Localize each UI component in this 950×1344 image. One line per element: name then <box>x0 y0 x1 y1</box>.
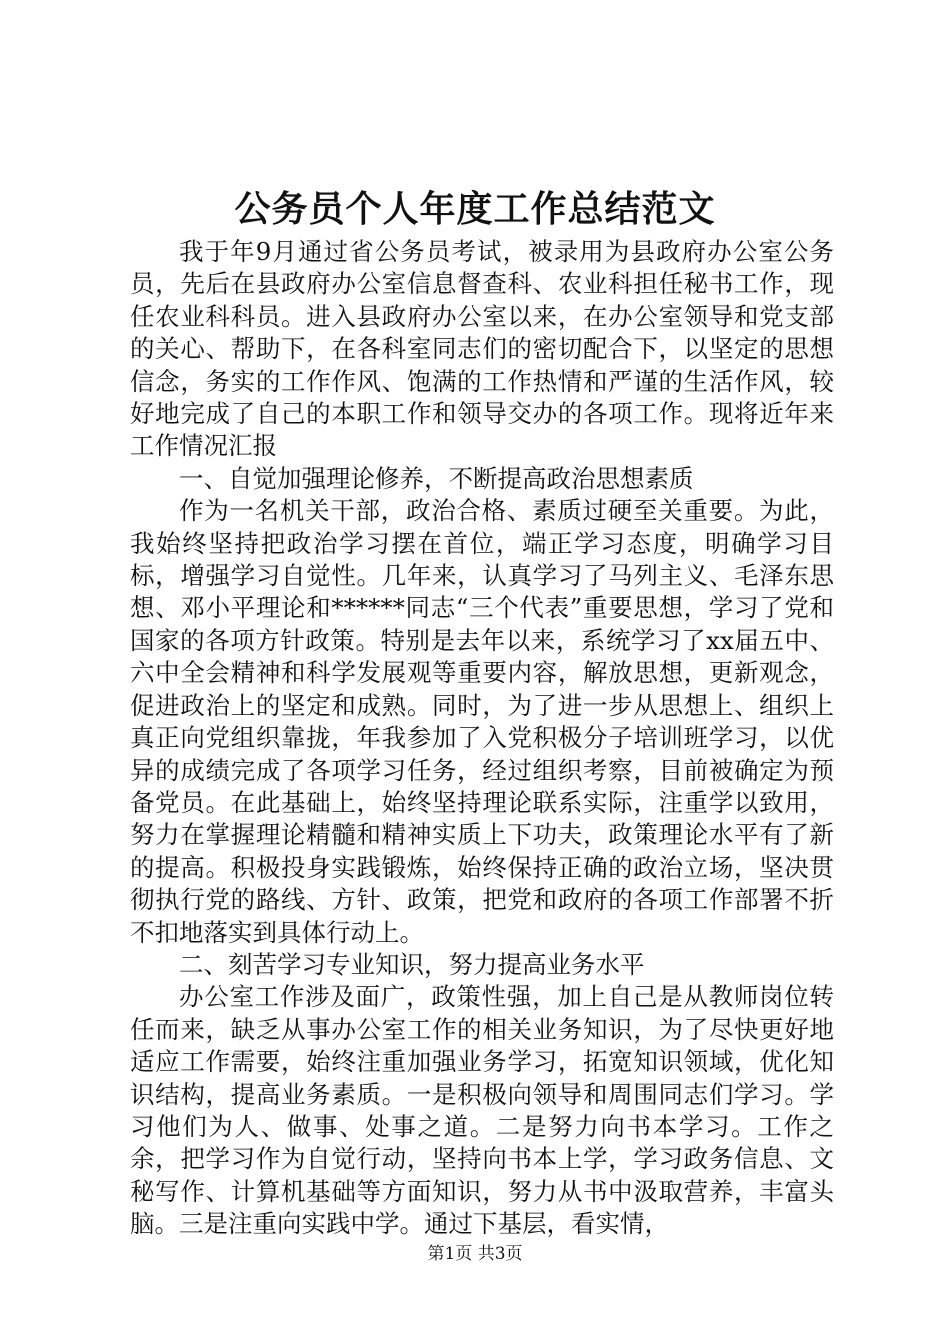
document-body <box>130 236 834 1241</box>
section-heading-1: 一、自觉加强理论修养，不断提高政治思想素质 <box>179 463 694 493</box>
page-number-footer: 第1页 共3页 <box>427 1244 523 1264</box>
document-title: 公务员个人年度工作总结范文 <box>234 188 716 230</box>
intro-paragraph: 我于年9月通过省公务员考试，被录用为县政府办公室公务员，先后在县政府办公室信息督查科、农业科担任秘书工作，现任农业科科员。进入县政府办公室以来，在办公室领导和党支部的关心、帮助下，在各科室同志们的密切配合下，以坚定的思想信念，务实的工作作风、饱满的工作热情和严谨的生活作风，较好地完成了自己的本职工作和领导交办的各项工作。现将近年来工作情况汇报 <box>130 237 834 461</box>
section-heading-2: 二、刻苦学习专业知识，努力提高业务水平 <box>179 949 645 979</box>
section-1-paragraph: 作为一名机关干部，政治合格、素质过硬至关重要。为此，我始终坚持把政治学习摆在首位，端正学习态度，明确学习目标，增强学习自觉性。几年来，认真学习了马列主义、毛泽东思想、邓小平理论和******同志“三个代表”重要思想，学习了党和国家的各项方针政策。特别是去年以来，系统学习了xx届五中、六中全会精神和科学发展观等重要内容，解放思想，更新观念，促进政治上的坚定和成熟。同时，为了进一步从思想上、组织上真正向党组织靠拢，年我参加了入党积极分子培训班学习，以优异的成绩完成了各项学习任务，经过组织考察，目前被确定为预备党员。在此基础上，始终坚持理论联系实际，注重学以致用，努力在掌握理论精髓和精神实质上下功夫，政策理论水平有了新的提高。积极投身实践锻炼，始终保持正确的政治立场，坚决贯彻执行党的路线、方针、政策，把党和政府的各项工作部署不折不扣地落实到具体行动上。 <box>130 496 834 947</box>
section-2-paragraph: 办公室工作涉及面广，政策性强，加上自己是从教师岗位转任而来，缺乏从事办公室工作的相关业务知识，为了尽快更好地适应工作需要，始终注重加强业务学习，拓宽知识领域，优化知识结构，提高业务素质。一是积极向领导和周围同志们学习。学习他们为人、做事、处事之道。二是努力向书本学习。工作之余，把学习作为自觉行动，坚持向书本上学，学习政务信息、文秘写作、计算机基础等方面知识，努力从书中汲取营养，丰富头脑。三是注重向实践中学。通过下基层，看实情， <box>130 982 834 1239</box>
